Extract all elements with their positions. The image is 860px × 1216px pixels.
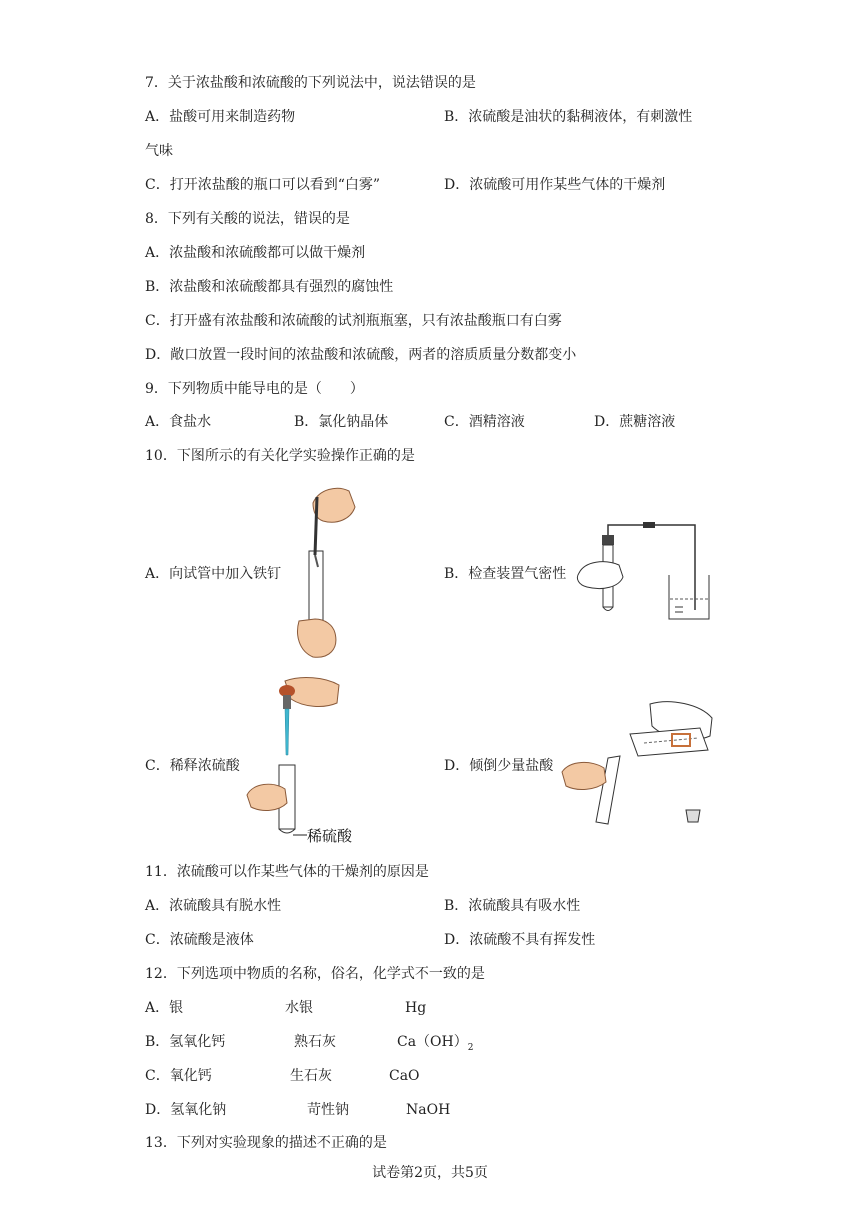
q12-row-d-formula: NaOH — [406, 1102, 451, 1118]
q10-option-b: B．检查装置气密性 — [444, 566, 567, 582]
q8-option-b: B．浓盐酸和浓硫酸都具有强烈的腐蚀性 — [145, 279, 394, 295]
q8-option-d: D．敞口放置一段时间的浓盐酸和浓硫酸，两者的溶质质量分数都变小 — [145, 347, 577, 363]
page-footer: 试卷第2页，共5页 — [372, 1165, 488, 1181]
q7-option-c: C．打开浓盐酸的瓶口可以看到“白雾” — [145, 177, 381, 193]
q8-option-a: A．浓盐酸和浓硫酸都可以做干燥剂 — [145, 245, 366, 261]
figure-d-pour-acid — [560, 698, 720, 833]
q9-option-c: C．酒精溶液 — [444, 414, 525, 430]
q9-option-d: D．蔗糖溶液 — [594, 414, 676, 430]
q12-row-c-formula: CaO — [389, 1068, 420, 1084]
q7-option-d: D．浓硫酸可用作某些气体的干燥剂 — [444, 177, 666, 193]
q8-stem: 8．下列有关酸的说法，错误的是 — [145, 211, 350, 227]
q10-option-d: D．倾倒少量盐酸 — [444, 758, 554, 774]
figure-c-dilute-acid — [245, 673, 370, 848]
q11-option-a: A．浓硫酸具有脱水性 — [145, 898, 282, 914]
q12-row-a-label: A．银 — [145, 1000, 184, 1016]
figure-c-label: 稀硫酸 — [307, 827, 353, 845]
q11-stem: 11．浓硫酸可以作某些气体的干燥剂的原因是 — [145, 864, 429, 880]
q12-row-b-common: 熟石灰 — [294, 1034, 336, 1050]
q7-stem: 7．关于浓盐酸和浓硫酸的下列说法中，说法错误的是 — [145, 75, 476, 91]
q10-option-a: A．向试管中加入铁钉 — [145, 566, 282, 582]
q12-row-b-label: B．氢氧化钙 — [145, 1034, 226, 1050]
q11-option-c: C．浓硫酸是液体 — [145, 932, 254, 948]
figure-a-iron-nail — [285, 485, 360, 660]
figure-b-airtightness — [575, 515, 715, 625]
q12-row-b-formula: $Ca(OH)_2$ — [397, 1034, 474, 1053]
q10-option-c: C．稀释浓硫酸 — [145, 758, 240, 774]
q12-stem: 12．下列选项中物质的名称，俗名，化学式不一致的是 — [145, 966, 485, 982]
q7-option-b-continued: 气味 — [145, 143, 173, 159]
q9-option-a: A．食盐水 — [145, 414, 212, 430]
q8-option-c: C．打开盛有浓盐酸和浓硫酸的试剂瓶瓶塞，只有浓盐酸瓶口有白雾 — [145, 313, 562, 329]
q12-row-c-common: 生石灰 — [290, 1068, 332, 1084]
q10-stem: 10．下图所示的有关化学实验操作正确的是 — [145, 448, 415, 464]
q7-option-b: B．浓硫酸是油状的黏稠液体，有刺激性 — [444, 109, 693, 125]
q9-option-b: B．氯化钠晶体 — [294, 414, 389, 430]
q12-row-d-label: D．氢氧化钠 — [145, 1102, 227, 1118]
q13-stem: 13．下列对实验现象的描述不正确的是 — [145, 1135, 387, 1151]
q12-row-d-common: 苛性钠 — [307, 1102, 349, 1118]
q12-row-c-label: C．氧化钙 — [145, 1068, 212, 1084]
q12-row-a-formula: Hg — [405, 1000, 427, 1016]
q11-option-d: D．浓硫酸不具有挥发性 — [444, 932, 596, 948]
q7-option-a: A．盐酸可用来制造药物 — [145, 109, 296, 125]
q9-stem: 9．下列物质中能导电的是（ ） — [145, 381, 364, 397]
q11-option-b: B．浓硫酸具有吸水性 — [444, 898, 581, 914]
q12-row-a-common: 水银 — [285, 1000, 313, 1016]
